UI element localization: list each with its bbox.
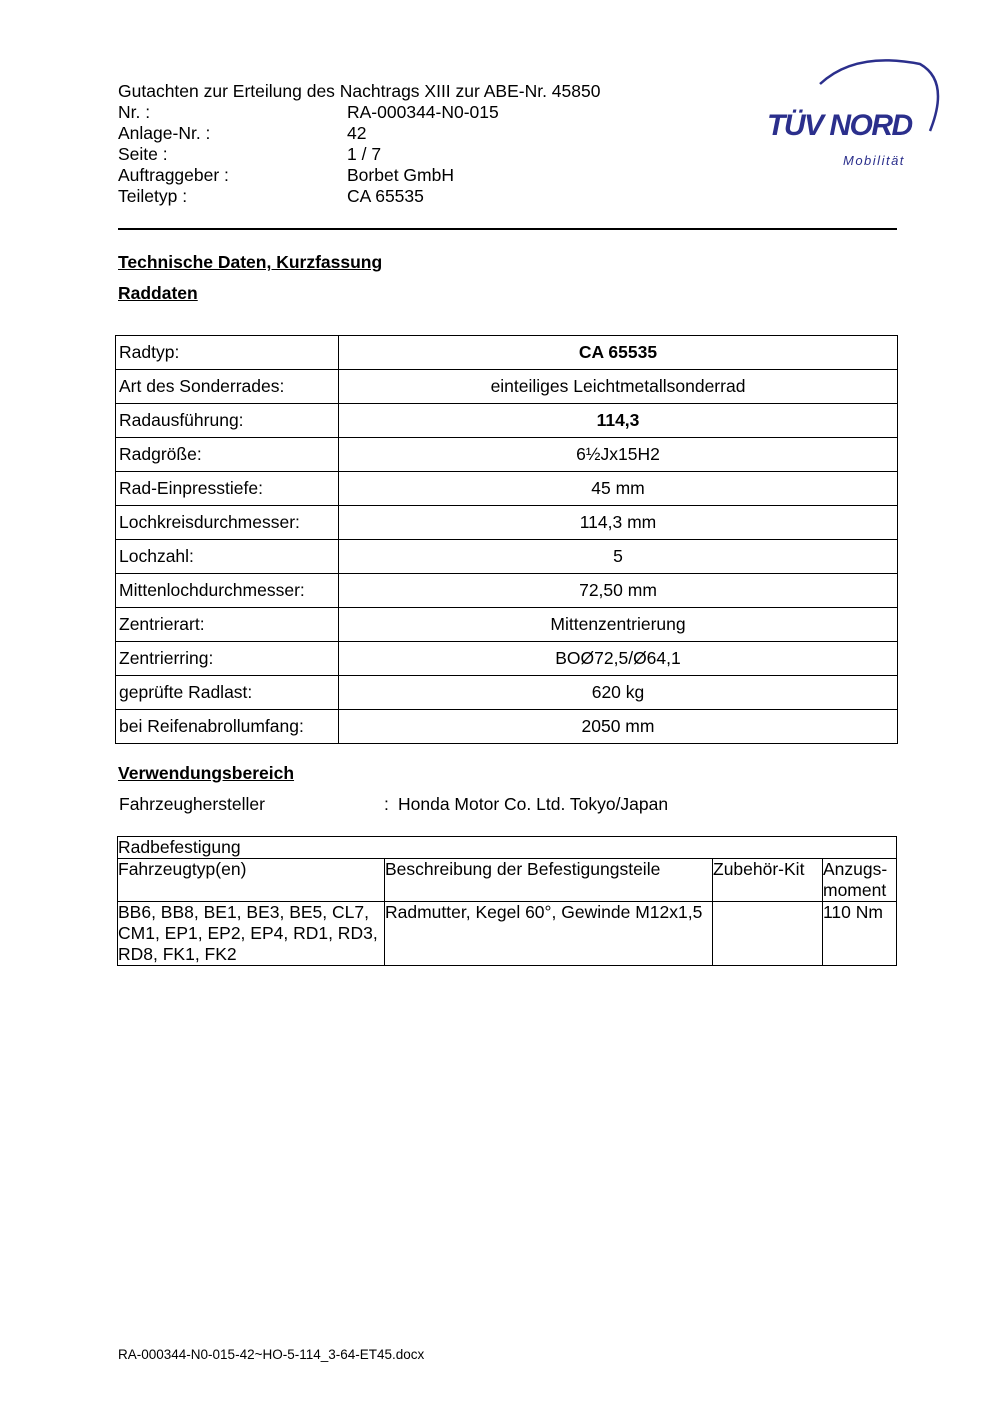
raddaten-label: geprüfte Radlast: [116, 676, 339, 710]
raddaten-label: Mittenlochdurchmesser: [116, 574, 339, 608]
raddaten-table [115, 335, 898, 744]
fahrzeughersteller-label: Fahrzeughersteller [119, 794, 265, 814]
column-header-anzugsmoment: Anzugs- moment [823, 859, 897, 902]
header-label-seite: Seite : [118, 144, 168, 164]
header-label-auftraggeber: Auftraggeber : [118, 165, 229, 185]
raddaten-value: Mittenzentrierung [339, 608, 898, 642]
table-row [116, 336, 898, 370]
table-row [116, 642, 898, 676]
header-value-teiletyp: CA 65535 [347, 186, 424, 206]
header-value-auftraggeber: Borbet GmbH [347, 165, 454, 185]
table-row [116, 506, 898, 540]
radbefestigung-title: Radbefestigung [118, 837, 897, 859]
section-raddaten: Raddaten [118, 283, 198, 303]
raddaten-value: 2050 mm [339, 710, 898, 744]
table-row [116, 472, 898, 506]
raddaten-label: Lochzahl: [116, 540, 339, 574]
header-divider [118, 228, 897, 230]
column-header-fahrzeugtyp: Fahrzeugtyp(en) [118, 859, 385, 902]
header-value-seite: 1 / 7 [347, 144, 382, 164]
cell-fahrzeugtypen: BB6, BB8, BE1, BE3, BE5, CL7, CM1, EP1, EP2, EP4, RD1, RD3, RD8, FK1, FK2 [118, 902, 385, 966]
fahrzeughersteller-value: Honda Motor Co. Ltd. Tokyo/Japan [398, 794, 669, 814]
raddaten-label: Zentrierring: [116, 642, 339, 676]
raddaten-label: Rad-Einpresstiefe: [116, 472, 339, 506]
raddaten-value: 620 kg [339, 676, 898, 710]
section-technische-daten: Technische Daten, Kurzfassung [118, 252, 383, 272]
fahrzeughersteller-colon: : [384, 794, 389, 814]
column-header-beschreibung: Beschreibung der Befestigungsteile [385, 859, 713, 902]
raddaten-value: 114,3 mm [339, 506, 898, 540]
logo-brand-text: TÜV NORD [767, 109, 912, 142]
raddaten-value: 5 [339, 540, 898, 574]
logo-subtitle-text: Mobilität [843, 153, 905, 168]
cell-anzugsmoment: 110 Nm [823, 902, 897, 966]
raddaten-value: CA 65535 [339, 336, 898, 370]
raddaten-label: Zentrierart: [116, 608, 339, 642]
raddaten-label: Lochkreisdurchmesser: [116, 506, 339, 540]
table-row [116, 404, 898, 438]
table-title-row [118, 837, 897, 859]
table-row [116, 574, 898, 608]
header-value-nr: RA-000344-N0-015 [347, 102, 499, 122]
raddaten-value: einteiliges Leichtmetallsonderrad [339, 370, 898, 404]
raddaten-value: 114,3 [339, 404, 898, 438]
table-row [116, 608, 898, 642]
raddaten-label: bei Reifenabrollumfang: [116, 710, 339, 744]
cell-zubehoer-kit [713, 902, 823, 966]
raddaten-value: 6½Jx15H2 [339, 438, 898, 472]
tuv-nord-logo [760, 56, 940, 176]
cell-beschreibung: Radmutter, Kegel 60°, Gewinde M12x1,5 [385, 902, 713, 966]
raddaten-label: Radgröße: [116, 438, 339, 472]
header-label-nr: Nr. : [118, 102, 151, 122]
header-label-anlage: Anlage-Nr. : [118, 123, 211, 143]
table-row [118, 902, 897, 966]
column-header-zubehoer-kit: Zubehör-Kit [713, 859, 823, 902]
table-row [116, 540, 898, 574]
table-row [116, 710, 898, 744]
radbefestigung-table [117, 836, 897, 966]
table-row [116, 370, 898, 404]
header-label-teiletyp: Teiletyp : [118, 186, 188, 206]
raddaten-value: BOØ72,5/Ø64,1 [339, 642, 898, 676]
header-value-anlage: 42 [347, 123, 367, 143]
raddaten-value: 45 mm [339, 472, 898, 506]
table-row [116, 438, 898, 472]
table-row [116, 676, 898, 710]
raddaten-value: 72,50 mm [339, 574, 898, 608]
document-title: Gutachten zur Erteilung des Nachtrags XIII zur ABE-Nr. 45850 [118, 81, 601, 101]
footer-filename: RA-000344-N0-015-42~HO-5-114_3-64-ET45.docx [118, 1347, 425, 1362]
raddaten-label: Art des Sonderrades: [116, 370, 339, 404]
raddaten-label: Radausführung: [116, 404, 339, 438]
section-verwendungsbereich: Verwendungsbereich [118, 763, 295, 783]
table-header-row [118, 859, 897, 902]
raddaten-label: Radtyp: [116, 336, 339, 370]
